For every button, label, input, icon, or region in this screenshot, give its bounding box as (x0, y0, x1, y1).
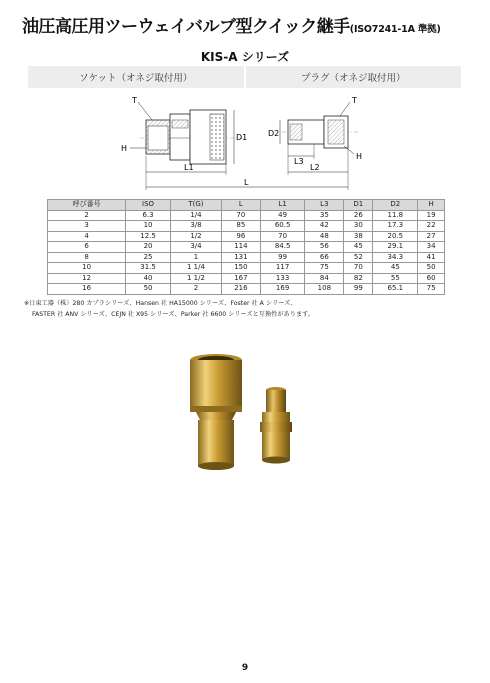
table-cell: 35 (305, 210, 344, 221)
socket-section-label: ソケット（オネジ取付用） (79, 73, 193, 84)
table-cell: 45 (344, 242, 373, 253)
table-row (48, 263, 445, 274)
table-cell: 17.3 (373, 221, 418, 232)
page-title-main: 油圧高圧用ツーウェイバルブ型クイック継手 (22, 17, 350, 37)
table-cell: 8 (48, 252, 126, 263)
table-row (48, 231, 445, 242)
table-cell: 42 (305, 221, 344, 232)
table-cell: 16 (48, 284, 126, 295)
col-header: L3 (305, 200, 344, 211)
label-d1: D1 (236, 133, 248, 142)
table-cell: 40 (126, 273, 171, 284)
table-cell: 1/4 (170, 210, 221, 221)
plug-drawing (288, 116, 348, 148)
table-cell: 82 (344, 273, 373, 284)
table-row (48, 221, 445, 232)
plug-section-label: プラグ（オネジ取付用） (301, 73, 406, 84)
section-header-band (28, 66, 461, 88)
table-cell: 3/4 (170, 242, 221, 253)
table-cell: 49 (260, 210, 305, 221)
table-cell: 65.1 (373, 284, 418, 295)
label-h-socket: H (121, 144, 128, 153)
table-cell: 84 (305, 273, 344, 284)
table-cell: 19 (418, 210, 445, 221)
page-title-suffix: (ISO7241-1A 準拠) (349, 24, 441, 35)
table-cell: 75 (418, 284, 445, 295)
table-cell: 20.5 (373, 231, 418, 242)
col-header: H (418, 200, 445, 211)
table-cell: 84.5 (260, 242, 305, 253)
table-cell: 169 (260, 284, 305, 295)
table-cell: 99 (260, 252, 305, 263)
table-cell: 10 (48, 263, 126, 274)
technical-drawing (118, 92, 378, 194)
table-row (48, 273, 445, 284)
col-header: ISO (126, 200, 171, 211)
col-header: T(G) (170, 200, 221, 211)
table-cell: 22 (418, 221, 445, 232)
table-row (48, 284, 445, 295)
label-t-plug: T (352, 96, 357, 105)
table-cell: 27 (418, 231, 445, 242)
note-line-1: ※日東工器（株）280 カプラシリーズ、Hansen 社 HA15000 シリーズ、Foster 社 A シリーズ、 (24, 300, 297, 307)
label-l: L (244, 178, 249, 187)
table-cell: 55 (373, 273, 418, 284)
table-cell: 11.8 (373, 210, 418, 221)
table-cell: 66 (305, 252, 344, 263)
table-cell: 70 (344, 263, 373, 274)
table-cell: 48 (305, 231, 344, 242)
label-l2: L2 (310, 163, 320, 172)
table-cell: 60.5 (260, 221, 305, 232)
spec-table (47, 199, 445, 295)
table-cell: 4 (48, 231, 126, 242)
table-cell: 52 (344, 252, 373, 263)
table-cell: 1 1/4 (170, 263, 221, 274)
table-cell: 12 (48, 273, 126, 284)
series-title: KIS-A シリーズ (200, 50, 290, 64)
table-cell: 3/8 (170, 221, 221, 232)
table-cell: 6 (48, 242, 126, 253)
table-cell: 45 (373, 263, 418, 274)
table-cell: 99 (344, 284, 373, 295)
table-header-row (48, 200, 445, 211)
table-cell: 167 (222, 273, 261, 284)
table-cell: 29.1 (373, 242, 418, 253)
table-cell: 41 (418, 252, 445, 263)
table-cell: 3 (48, 221, 126, 232)
col-header: L (222, 200, 261, 211)
table-cell: 60 (418, 273, 445, 284)
table-cell: 75 (305, 263, 344, 274)
table-cell: 20 (126, 242, 171, 253)
table-cell: 34 (418, 242, 445, 253)
col-header: D1 (344, 200, 373, 211)
socket-drawing (146, 110, 226, 164)
table-cell: 131 (222, 252, 261, 263)
table-cell: 133 (260, 273, 305, 284)
table-cell: 85 (222, 221, 261, 232)
table-cell: 96 (222, 231, 261, 242)
table-cell: 50 (418, 263, 445, 274)
table-cell: 34.3 (373, 252, 418, 263)
col-header: L1 (260, 200, 305, 211)
table-cell: 1/2 (170, 231, 221, 242)
table-cell: 10 (126, 221, 171, 232)
label-t-socket: T (132, 96, 137, 105)
table-row (48, 210, 445, 221)
page-title (22, 12, 441, 37)
table-cell: 25 (126, 252, 171, 263)
table-body (48, 210, 445, 294)
table-cell: 70 (260, 231, 305, 242)
label-l3: L3 (294, 157, 304, 166)
label-d2: D2 (268, 129, 280, 138)
page-number: 9 (241, 663, 249, 673)
table-cell: 50 (126, 284, 171, 295)
label-l1: L1 (184, 163, 194, 172)
note-line-2: FASTER 社 ANV シリーズ、CEJN 社 X95 シリーズ、Parker 社 6600 シリーズと互換性があります。 (32, 311, 314, 318)
table-cell: 150 (222, 263, 261, 274)
table-cell: 12.5 (126, 231, 171, 242)
table-cell: 26 (344, 210, 373, 221)
col-header: 呼び番号 (48, 200, 126, 211)
table-cell: 1 1/2 (170, 273, 221, 284)
table-cell: 31.5 (126, 263, 171, 274)
col-header: D2 (373, 200, 418, 211)
table-cell: 38 (344, 231, 373, 242)
table-cell: 30 (344, 221, 373, 232)
table-cell: 56 (305, 242, 344, 253)
table-row (48, 252, 445, 263)
table-cell: 2 (48, 210, 126, 221)
table-cell: 114 (222, 242, 261, 253)
label-h-plug: H (356, 152, 363, 161)
table-cell: 1 (170, 252, 221, 263)
table-cell: 117 (260, 263, 305, 274)
table-cell: 216 (222, 284, 261, 295)
table-cell: 2 (170, 284, 221, 295)
compatibility-note (24, 298, 314, 320)
product-photo (182, 350, 312, 475)
table-row (48, 242, 445, 253)
table-cell: 6.3 (126, 210, 171, 221)
table-cell: 108 (305, 284, 344, 295)
table-cell: 70 (222, 210, 261, 221)
